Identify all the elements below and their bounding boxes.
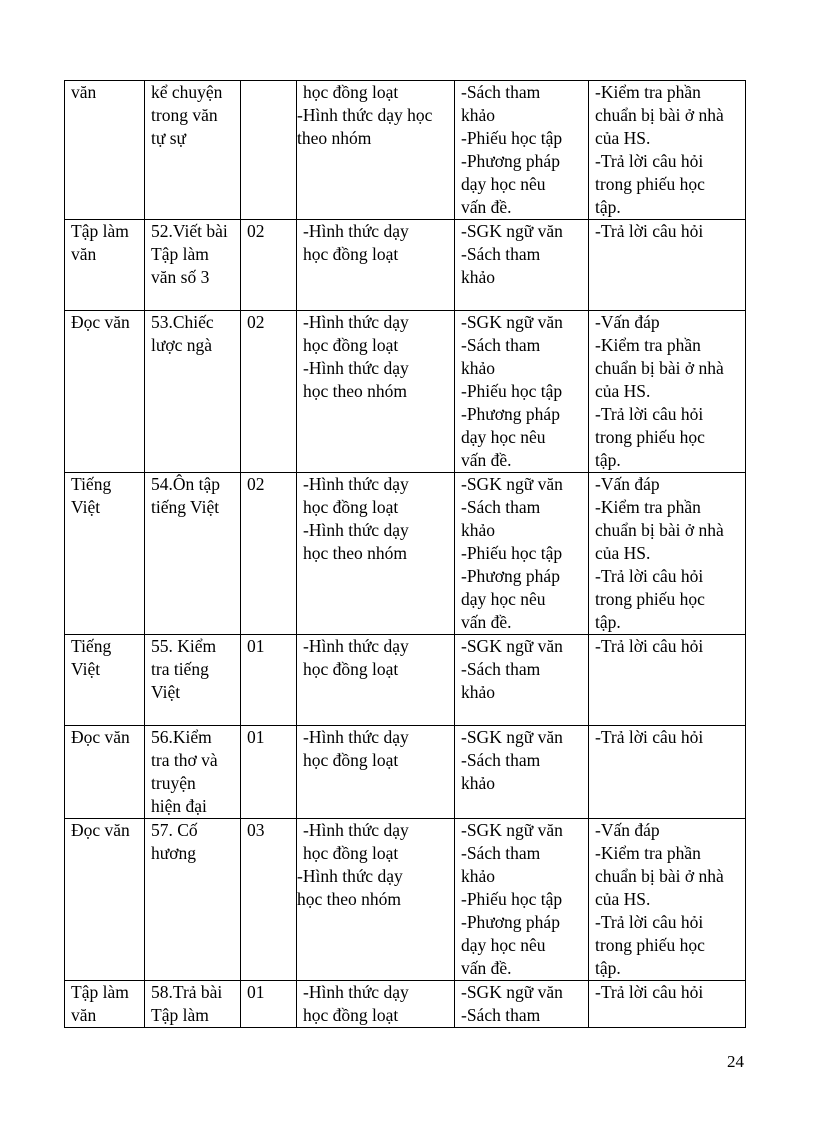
assessment-line: -Trả lời câu hỏi — [595, 221, 704, 241]
table-row — [65, 635, 746, 726]
subject-line: Đọc văn — [71, 727, 130, 747]
methods-line: -Hình thức dạy — [303, 312, 409, 332]
periods-line: 02 — [247, 474, 265, 494]
lesson-plan-table — [64, 80, 746, 1028]
assessment-line: trong phiếu học — [595, 427, 705, 447]
assessment-line: của HS. — [595, 543, 651, 563]
methods-line: -Hình thức dạy — [303, 520, 409, 540]
assessment-line: của HS. — [595, 128, 651, 148]
lesson-cell — [145, 473, 241, 635]
methods-cell — [297, 220, 455, 311]
materials-line: -Sách tham — [461, 1005, 541, 1025]
assessment-line: -Vấn đáp — [595, 474, 660, 494]
methods-line: -Hình thức dạy — [303, 358, 409, 378]
lesson-line: 57. Cố — [151, 820, 198, 840]
lesson-cell — [145, 981, 241, 1028]
materials-line: -SGK ngữ văn — [461, 312, 563, 332]
assessment-line: trong phiếu học — [595, 589, 705, 609]
materials-line: -Phiếu học tập — [461, 128, 563, 148]
materials-line: -Sách tham — [461, 497, 541, 517]
subject-cell — [65, 220, 145, 311]
periods-line: 03 — [247, 820, 265, 840]
assessment-line: -Trả lời câu hỏi — [595, 982, 704, 1002]
assessment-line: tập. — [595, 612, 621, 632]
methods-line: theo nhóm — [297, 128, 372, 148]
lesson-line: 52.Viết bài — [151, 221, 228, 241]
materials-line: vấn đề. — [461, 958, 512, 978]
materials-line: -Phiếu học tập — [461, 543, 563, 563]
materials-line: -Phương pháp — [461, 404, 560, 424]
subject-line: Tập làm — [71, 982, 129, 1002]
lesson-cell — [145, 311, 241, 473]
lesson-cell — [145, 819, 241, 981]
assessment-line: -Trả lời câu hỏi — [595, 151, 704, 171]
materials-line: vấn đề. — [461, 197, 512, 217]
methods-line: học đồng loạt — [303, 335, 399, 355]
methods-cell — [297, 81, 455, 220]
lesson-line: 55. Kiểm — [151, 636, 217, 656]
assessment-cell — [589, 473, 746, 635]
materials-line: khảo — [461, 773, 496, 793]
methods-line: học đồng loạt — [303, 843, 399, 863]
materials-cell — [455, 220, 589, 311]
materials-line: -SGK ngữ văn — [461, 221, 563, 241]
lesson-line: lược ngà — [151, 335, 213, 355]
materials-line: vấn đề. — [461, 612, 512, 632]
lesson-line: tra thơ và — [151, 750, 218, 770]
subject-cell — [65, 981, 145, 1028]
materials-line: dạy học nêu — [461, 427, 546, 447]
materials-line: khảo — [461, 520, 496, 540]
subject-cell — [65, 311, 145, 473]
methods-line: học đồng loạt — [303, 497, 399, 517]
lesson-cell — [145, 635, 241, 726]
subject-cell — [65, 726, 145, 819]
lesson-line: tiếng Việt — [151, 497, 220, 517]
materials-line: -SGK ngữ văn — [461, 474, 563, 494]
assessment-line: của HS. — [595, 889, 651, 909]
assessment-line: chuẩn bị bài ở nhà — [595, 520, 724, 540]
lesson-line: 58.Trả bài — [151, 982, 223, 1002]
lesson-line: trong văn — [151, 105, 218, 125]
assessment-line: chuẩn bị bài ở nhà — [595, 105, 724, 125]
materials-line: -Sách tham — [461, 82, 541, 102]
methods-cell — [297, 473, 455, 635]
periods-cell — [241, 473, 297, 635]
lesson-line: Tập làm — [151, 1005, 209, 1025]
lesson-line: hiện đại — [151, 796, 207, 816]
methods-line: -Hình thức dạy — [303, 727, 409, 747]
materials-line: -SGK ngữ văn — [461, 982, 563, 1002]
table-row — [65, 819, 746, 981]
table-row — [65, 220, 746, 311]
table-row — [65, 473, 746, 635]
subject-line: Đọc văn — [71, 820, 130, 840]
assessment-cell — [589, 981, 746, 1028]
subject-line: văn — [71, 1005, 97, 1025]
periods-line: 01 — [247, 982, 265, 1002]
assessment-line: tập. — [595, 197, 621, 217]
materials-line: khảo — [461, 682, 496, 702]
lesson-line: kể chuyện — [151, 82, 223, 102]
assessment-line: của HS. — [595, 381, 651, 401]
periods-line: 01 — [247, 727, 265, 747]
methods-line: -Hình thức dạy — [303, 636, 409, 656]
materials-line: -Phương pháp — [461, 912, 560, 932]
assessment-line: -Kiểm tra phần — [595, 497, 701, 517]
subject-line: Tiếng — [71, 474, 112, 494]
assessment-line: -Kiểm tra phần — [595, 843, 701, 863]
assessment-cell — [589, 635, 746, 726]
assessment-cell — [589, 311, 746, 473]
methods-line: học đồng loạt — [303, 82, 399, 102]
assessment-line: -Kiểm tra phần — [595, 82, 701, 102]
materials-line: -Phương pháp — [461, 151, 560, 171]
materials-cell — [455, 635, 589, 726]
periods-cell — [241, 81, 297, 220]
assessment-line: -Trả lời câu hỏi — [595, 912, 704, 932]
subject-line: Tập làm — [71, 221, 129, 241]
methods-line: học đồng loạt — [303, 1005, 399, 1025]
materials-line: -Sách tham — [461, 244, 541, 264]
materials-cell — [455, 81, 589, 220]
subject-line: Việt — [71, 497, 101, 517]
periods-cell — [241, 981, 297, 1028]
materials-line: -SGK ngữ văn — [461, 636, 563, 656]
periods-line: 02 — [247, 221, 265, 241]
lesson-cell — [145, 81, 241, 220]
periods-cell — [241, 311, 297, 473]
lesson-line: Việt — [151, 682, 181, 702]
methods-line: học theo nhóm — [303, 543, 408, 563]
lesson-line: 54.Ôn tập — [151, 474, 221, 494]
assessment-line: chuẩn bị bài ở nhà — [595, 358, 724, 378]
assessment-line: trong phiếu học — [595, 935, 705, 955]
methods-cell — [297, 981, 455, 1028]
lesson-line: 56.Kiểm — [151, 727, 212, 747]
materials-line: khảo — [461, 267, 496, 287]
assessment-line: -Trả lời câu hỏi — [595, 566, 704, 586]
materials-line: -SGK ngữ văn — [461, 727, 563, 747]
methods-line: -Hình thức dạy — [303, 474, 409, 494]
assessment-line: trong phiếu học — [595, 174, 705, 194]
methods-cell — [297, 635, 455, 726]
subject-cell — [65, 473, 145, 635]
lesson-line: truyện — [151, 773, 196, 793]
materials-cell — [455, 819, 589, 981]
materials-cell — [455, 726, 589, 819]
periods-cell — [241, 819, 297, 981]
materials-line: -Sách tham — [461, 843, 541, 863]
assessment-line: -Trả lời câu hỏi — [595, 727, 704, 747]
assessment-cell — [589, 819, 746, 981]
materials-line: -Phương pháp — [461, 566, 560, 586]
materials-line: dạy học nêu — [461, 589, 546, 609]
lesson-line: văn số 3 — [151, 267, 210, 287]
assessment-line: -Trả lời câu hỏi — [595, 636, 704, 656]
periods-cell — [241, 726, 297, 819]
materials-cell — [455, 473, 589, 635]
materials-line: -Phiếu học tập — [461, 381, 563, 401]
materials-line: khảo — [461, 358, 496, 378]
assessment-line: -Vấn đáp — [595, 312, 660, 332]
methods-line: học đồng loạt — [303, 659, 399, 679]
assessment-cell — [589, 81, 746, 220]
subject-line: Đọc văn — [71, 312, 130, 332]
methods-cell — [297, 311, 455, 473]
subject-cell — [65, 635, 145, 726]
subject-cell — [65, 819, 145, 981]
assessment-line: tập. — [595, 450, 621, 470]
assessment-line: chuẩn bị bài ở nhà — [595, 866, 724, 886]
subject-line: Tiếng — [71, 636, 112, 656]
methods-cell — [297, 726, 455, 819]
materials-line: khảo — [461, 105, 496, 125]
table-row — [65, 81, 746, 220]
lesson-cell — [145, 726, 241, 819]
periods-cell — [241, 220, 297, 311]
lesson-line: tự sự — [151, 128, 187, 148]
materials-line: -Phiếu học tập — [461, 889, 563, 909]
lesson-line: tra tiếng — [151, 659, 209, 679]
methods-line: -Hình thức dạy học — [297, 105, 433, 125]
assessment-line: -Vấn đáp — [595, 820, 660, 840]
table-row — [65, 311, 746, 473]
periods-line: 02 — [247, 312, 265, 332]
materials-line: dạy học nêu — [461, 174, 546, 194]
materials-cell — [455, 981, 589, 1028]
assessment-cell — [589, 220, 746, 311]
materials-line: -Sách tham — [461, 659, 541, 679]
lesson-line: hương — [151, 843, 196, 863]
periods-line: 01 — [247, 636, 265, 656]
materials-line: khảo — [461, 866, 496, 886]
assessment-cell — [589, 726, 746, 819]
subject-line: văn — [71, 244, 97, 264]
table-row — [65, 981, 746, 1028]
methods-line: học đồng loạt — [303, 750, 399, 770]
methods-line: -Hình thức dạy — [303, 982, 409, 1002]
assessment-line: tập. — [595, 958, 621, 978]
assessment-line: -Kiểm tra phần — [595, 335, 701, 355]
methods-cell — [297, 819, 455, 981]
methods-line: -Hình thức dạy — [297, 866, 403, 886]
materials-line: dạy học nêu — [461, 935, 546, 955]
table-row — [65, 726, 746, 819]
materials-line: -Sách tham — [461, 750, 541, 770]
materials-cell — [455, 311, 589, 473]
materials-line: -Sách tham — [461, 335, 541, 355]
materials-line: -SGK ngữ văn — [461, 820, 563, 840]
methods-line: học theo nhóm — [297, 889, 402, 909]
lesson-line: Tập làm — [151, 244, 209, 264]
materials-line: vấn đề. — [461, 450, 512, 470]
periods-cell — [241, 635, 297, 726]
subject-line: Việt — [71, 659, 101, 679]
subject-cell — [65, 81, 145, 220]
lesson-line: 53.Chiếc — [151, 312, 214, 332]
methods-line: -Hình thức dạy — [303, 820, 409, 840]
assessment-line: -Trả lời câu hỏi — [595, 404, 704, 424]
page-number: 24 — [727, 1052, 744, 1071]
methods-line: học theo nhóm — [303, 381, 408, 401]
methods-line: -Hình thức dạy — [303, 221, 409, 241]
subject-line: văn — [71, 82, 97, 102]
methods-line: học đồng loạt — [303, 244, 399, 264]
lesson-cell — [145, 220, 241, 311]
